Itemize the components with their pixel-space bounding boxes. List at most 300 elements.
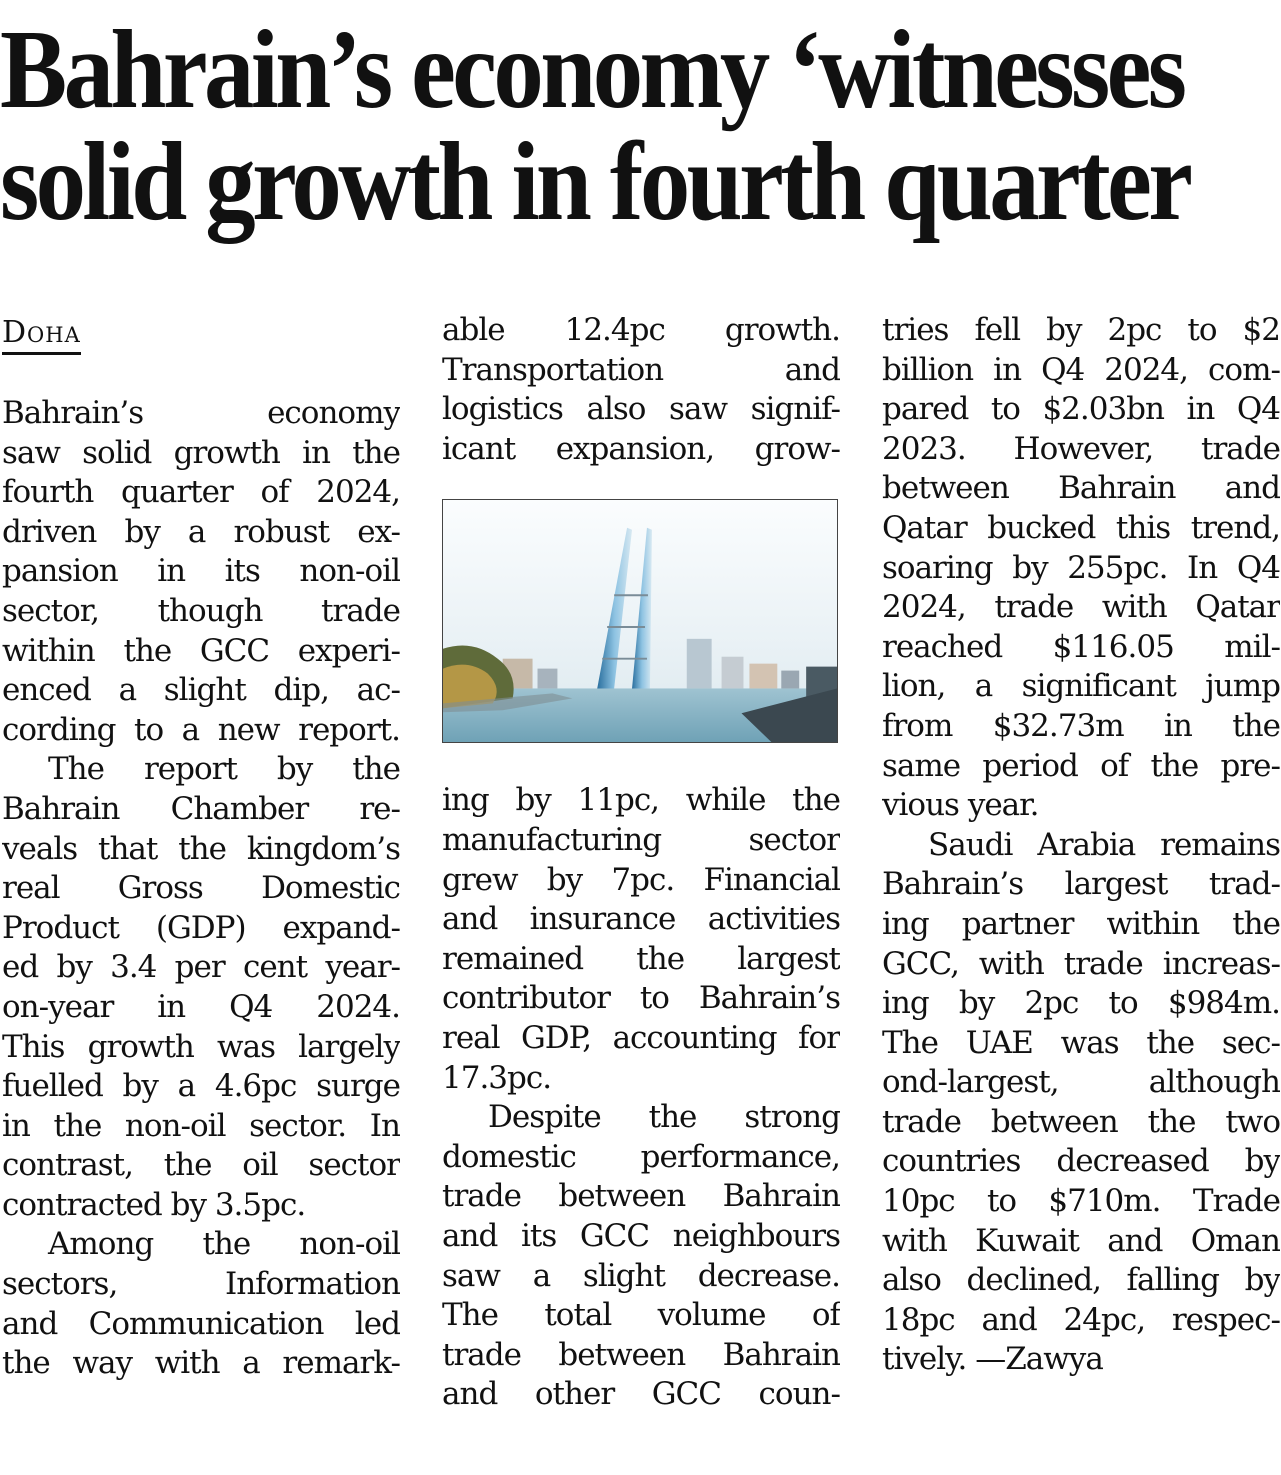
- text-line: [2, 552, 400, 592]
- word: oil: [242, 1147, 278, 1184]
- word: partner: [961, 905, 1074, 942]
- word: in: [157, 988, 186, 1025]
- word: Qatar: [1195, 589, 1280, 626]
- word: the: [636, 940, 685, 977]
- word: economy: [267, 395, 400, 431]
- word: the: [792, 782, 840, 819]
- word: 4.6pc: [214, 1068, 297, 1105]
- word: to: [986, 1183, 1017, 1220]
- word: billion: [882, 351, 974, 388]
- word: in: [993, 351, 1022, 388]
- word: GCC: [651, 1376, 721, 1413]
- word: ing: [882, 905, 929, 942]
- text-line: [882, 1142, 1280, 1182]
- text-line: [2, 830, 400, 870]
- word: countries: [882, 1143, 1021, 1180]
- word: soaring: [882, 549, 993, 586]
- text-line: [882, 865, 1280, 905]
- word: largest: [1064, 866, 1168, 903]
- word: and: [442, 1217, 498, 1254]
- word: the: [352, 751, 400, 788]
- word: total: [544, 1297, 612, 1334]
- word: increas-: [1162, 945, 1280, 982]
- word: other: [534, 1376, 615, 1413]
- word: of: [260, 474, 289, 511]
- word: Communication: [88, 1305, 324, 1342]
- word: by: [1244, 1262, 1280, 1299]
- text-line: [2, 632, 400, 672]
- text-line: [2, 1305, 400, 1345]
- word: although: [1148, 1064, 1280, 1101]
- text-line: [882, 311, 1280, 351]
- word: 255pc.: [1067, 549, 1168, 586]
- word: Bahrain: [1058, 470, 1176, 507]
- word: also: [586, 391, 646, 428]
- word: Kuwait: [975, 1222, 1079, 1259]
- text-line: tively. —Zawya: [882, 1341, 1103, 1378]
- word: performance,: [640, 1138, 840, 1175]
- text-line: contracted by 3.5pc.: [2, 1186, 306, 1223]
- text-line: [442, 821, 840, 861]
- word: non-oil: [299, 1226, 400, 1263]
- word: the: [1232, 905, 1280, 942]
- word: trade: [1063, 945, 1143, 982]
- word: tries: [882, 312, 949, 348]
- word: the: [1146, 1024, 1195, 1061]
- word: Bahrain: [722, 1336, 840, 1373]
- text-line: [882, 588, 1280, 628]
- word: 2pc: [1024, 985, 1079, 1022]
- word: in: [1163, 707, 1192, 744]
- word: the: [352, 434, 400, 471]
- word: was: [1060, 1024, 1119, 1061]
- word: 12.4pc: [564, 312, 665, 348]
- word: a: [187, 513, 206, 550]
- word: also: [882, 1262, 941, 1299]
- word: 2024.: [316, 988, 400, 1025]
- word: experi-: [297, 632, 400, 669]
- word: 3.4: [110, 949, 157, 986]
- word: same: [882, 747, 961, 784]
- word: with: [154, 1345, 220, 1382]
- word: grow-: [754, 430, 840, 467]
- word: significant: [1021, 668, 1176, 705]
- word: Bahrain’s: [2, 395, 144, 431]
- word: trade: [882, 1103, 961, 1140]
- text-line: [882, 1222, 1280, 1262]
- word: sector,: [2, 592, 100, 629]
- text-line: [2, 671, 400, 711]
- word: $2.03bn: [1042, 391, 1164, 428]
- word: decrease.: [697, 1257, 840, 1294]
- word: by: [56, 949, 92, 986]
- text-line: [442, 1217, 840, 1257]
- word: and: [784, 351, 840, 388]
- text-line: [2, 1146, 400, 1186]
- word: Among: [48, 1226, 154, 1263]
- text-line: [442, 1138, 840, 1178]
- word: volume: [657, 1297, 766, 1334]
- word: 7pc.: [611, 861, 675, 898]
- word: trade: [442, 1178, 521, 1215]
- text-line: [2, 750, 400, 790]
- text-line: [882, 1182, 1280, 1222]
- article-column-3: [882, 311, 1280, 1380]
- word: Qatar: [882, 509, 967, 546]
- word: to: [639, 980, 669, 1017]
- word: 2pc: [1107, 312, 1162, 348]
- word: slight: [582, 1257, 665, 1294]
- text-line: [442, 1375, 840, 1415]
- word: 2024,: [882, 589, 966, 626]
- word: new: [217, 711, 280, 748]
- word: non-oil: [299, 553, 400, 590]
- word: the: [1147, 1103, 1196, 1140]
- word: Bahrain’s: [882, 866, 1024, 903]
- word: to: [133, 711, 164, 748]
- word: The: [48, 751, 104, 788]
- text-line: [442, 1296, 840, 1336]
- word: led: [354, 1305, 400, 1342]
- word: able: [442, 312, 505, 348]
- word: a: [118, 672, 137, 709]
- word: trend,: [1190, 509, 1280, 546]
- word: the: [1150, 747, 1199, 784]
- text-line: [882, 945, 1280, 985]
- word: logistics: [442, 391, 563, 428]
- word: trade: [321, 592, 400, 629]
- word: The: [442, 1297, 498, 1334]
- word: expand-: [282, 909, 400, 946]
- word: the: [178, 830, 226, 867]
- word: to: [1187, 312, 1217, 348]
- text-line: [2, 948, 400, 988]
- text-line: [2, 1067, 400, 1107]
- word: ex-: [357, 513, 400, 550]
- text-line: [2, 1225, 400, 1265]
- word: enced: [2, 672, 91, 709]
- word: icant: [442, 430, 516, 467]
- word: the: [163, 1147, 212, 1184]
- word: real: [2, 870, 60, 907]
- text-line: [882, 1024, 1280, 1064]
- word: solid: [82, 434, 152, 471]
- word: Q4: [229, 988, 273, 1025]
- word: from: [882, 707, 953, 744]
- word: ond-largest,: [882, 1064, 1059, 1101]
- word: kingdom’s: [246, 830, 400, 867]
- word: this: [1115, 509, 1171, 546]
- word: period: [982, 747, 1078, 784]
- word: between: [990, 1103, 1118, 1140]
- word: In: [1187, 549, 1218, 586]
- word: by: [546, 861, 583, 898]
- word: Transportation: [442, 351, 664, 388]
- text-line: [442, 1336, 840, 1376]
- text-line: [442, 861, 840, 901]
- word: within: [2, 632, 95, 669]
- word: pansion: [2, 553, 118, 590]
- word: accounting: [612, 1019, 777, 1056]
- word: fourth: [2, 474, 94, 511]
- word: signif-: [750, 391, 840, 428]
- word: sectors,: [2, 1266, 118, 1303]
- word: sec-: [1221, 1024, 1280, 1061]
- word: Chamber: [170, 790, 309, 827]
- word: coun-: [758, 1376, 840, 1413]
- text-line: [442, 1257, 840, 1297]
- word: GCC: [579, 1217, 650, 1254]
- word: in: [2, 1107, 30, 1144]
- word: by: [122, 1068, 158, 1105]
- word: Q4: [1041, 351, 1085, 388]
- word: Bahrain: [2, 790, 120, 827]
- text-line: [2, 988, 400, 1028]
- text-line: [442, 1019, 840, 1059]
- word: Financial: [703, 861, 840, 898]
- word: pared: [882, 391, 969, 428]
- word: GCC,: [882, 945, 959, 982]
- text-line: [2, 592, 400, 632]
- word: within: [1106, 905, 1200, 942]
- word: 10pc: [882, 1183, 955, 1220]
- word: sector: [748, 821, 840, 858]
- word: in: [302, 434, 330, 471]
- word: Oman: [1190, 1222, 1280, 1259]
- word: for: [798, 1019, 840, 1056]
- word: contrast,: [2, 1147, 133, 1184]
- word: GDP,: [521, 1019, 592, 1056]
- text-line: [442, 311, 840, 351]
- word: 11pc,: [577, 782, 660, 819]
- text-line: [882, 984, 1280, 1024]
- text-line: [882, 1261, 1280, 1301]
- word: with: [978, 945, 1044, 982]
- word: and: [2, 1305, 58, 1342]
- word: between: [558, 1178, 686, 1215]
- headline-line-2: solid growth in fourth quarter: [0, 120, 1190, 244]
- word: remark-: [282, 1345, 400, 1382]
- word: report.: [298, 711, 400, 748]
- text-line: [442, 940, 840, 980]
- word: strong: [744, 1099, 840, 1136]
- word: ing: [442, 782, 489, 819]
- text-line: [2, 394, 400, 434]
- word: manufacturing: [442, 821, 662, 858]
- word: saw: [669, 391, 727, 428]
- word: 18pc: [882, 1301, 955, 1338]
- word: Information: [224, 1266, 400, 1303]
- text-line: [442, 351, 840, 391]
- word: quarter: [121, 474, 233, 511]
- word: real: [442, 1019, 500, 1056]
- word: was: [217, 1028, 275, 1065]
- word: domestic: [442, 1138, 576, 1175]
- word: fuelled: [2, 1068, 103, 1105]
- word: Arabia: [1037, 826, 1136, 863]
- word: Bahrain’s: [698, 980, 840, 1017]
- word: by: [1046, 312, 1082, 348]
- word: of: [811, 1297, 840, 1334]
- word: declined,: [966, 1262, 1101, 1299]
- text-line: [882, 1103, 1280, 1143]
- word: cording: [2, 711, 116, 748]
- text-line: [2, 1344, 400, 1384]
- word: and: [1107, 1222, 1163, 1259]
- word: with: [882, 1222, 947, 1259]
- word: respec-: [1171, 1301, 1280, 1338]
- text-line: 17.3pc.: [442, 1059, 552, 1096]
- word: trade: [1201, 430, 1280, 467]
- text-line: [882, 549, 1280, 589]
- column-1-body: [2, 394, 400, 1384]
- word: driven: [2, 513, 97, 550]
- article-column-1: [2, 311, 400, 1384]
- word: by: [1012, 549, 1048, 586]
- word: ac-: [356, 672, 400, 709]
- text-line: [882, 390, 1280, 430]
- word: growth: [173, 434, 280, 471]
- word: largest: [737, 940, 840, 977]
- word: remained: [442, 940, 584, 977]
- word: cent: [242, 949, 308, 986]
- word: report: [143, 751, 237, 788]
- word: slight: [163, 672, 246, 709]
- word: way: [72, 1345, 132, 1382]
- word: com-: [1208, 351, 1280, 388]
- word: and: [1224, 470, 1280, 507]
- word: to: [990, 391, 1020, 428]
- word: Product: [2, 909, 119, 946]
- word: the: [2, 1345, 50, 1382]
- text-line: [442, 979, 840, 1019]
- text-line: [2, 513, 400, 553]
- dateline: Doha: [2, 314, 81, 355]
- article-column-2: [442, 311, 840, 1415]
- word: However,: [1013, 430, 1154, 467]
- word: insurance: [529, 901, 676, 938]
- word: GCC: [199, 632, 270, 669]
- word: robust: [233, 513, 330, 550]
- word: jump: [1205, 668, 1280, 705]
- text-line: [2, 1265, 400, 1305]
- word: This: [2, 1028, 65, 1065]
- text-line: [2, 790, 400, 830]
- text-line: [2, 869, 400, 909]
- word: ing: [882, 985, 929, 1022]
- word: grew: [442, 861, 518, 898]
- word: dip,: [273, 672, 329, 709]
- text-line: [442, 430, 840, 470]
- word: $116.05: [1052, 628, 1174, 665]
- word: decreased: [1056, 1143, 1209, 1180]
- word: largely: [298, 1028, 400, 1065]
- word: per: [174, 949, 225, 986]
- column-2-body-bottom: [442, 781, 840, 1415]
- text-line: [882, 351, 1280, 391]
- text-line: [442, 1098, 840, 1138]
- word: Trade: [1192, 1183, 1280, 1220]
- word: the: [202, 1226, 251, 1263]
- word: remains: [1160, 826, 1280, 863]
- word: between: [882, 470, 1009, 507]
- word: re-: [359, 790, 400, 827]
- word: growth.: [724, 312, 840, 348]
- text-line: [882, 430, 1280, 470]
- word: by: [276, 751, 313, 788]
- text-line: [882, 469, 1280, 509]
- text-line: [442, 781, 840, 821]
- word: fell: [974, 312, 1021, 348]
- word: growth: [87, 1028, 194, 1065]
- bahrain-world-trade-center-image: [443, 500, 837, 742]
- text-line: [882, 1063, 1280, 1103]
- word: expansion,: [555, 430, 715, 467]
- text-line: [442, 1177, 840, 1217]
- word: and: [442, 1376, 498, 1413]
- word: veals: [2, 830, 78, 867]
- word: 2024,: [1104, 351, 1189, 388]
- word: a: [177, 1068, 196, 1105]
- column-3-body: [882, 311, 1280, 1380]
- text-line: [2, 909, 400, 949]
- word: trade: [442, 1336, 521, 1373]
- word: trade: [994, 589, 1074, 626]
- text-line: vious year.: [882, 787, 1039, 824]
- headline: [0, 8, 1190, 244]
- text-line: [442, 900, 840, 940]
- word: reached: [882, 628, 1003, 665]
- word: (GDP): [155, 909, 246, 946]
- text-line: [882, 707, 1280, 747]
- text-line: [2, 1107, 400, 1147]
- word: mil-: [1224, 628, 1280, 665]
- word: trad-: [1208, 866, 1280, 903]
- word: saw: [2, 434, 60, 471]
- word: and: [981, 1301, 1037, 1338]
- word: and: [442, 901, 498, 938]
- word: two: [1225, 1103, 1280, 1140]
- word: bucked: [987, 509, 1096, 546]
- word: the: [53, 1107, 102, 1144]
- word: year-: [325, 949, 400, 986]
- text-line: [882, 628, 1280, 668]
- text-line: [882, 826, 1280, 866]
- column-2-body-top: [442, 311, 840, 469]
- word: sector.: [249, 1107, 347, 1144]
- text-line: [2, 473, 400, 513]
- word: 2024,: [316, 474, 400, 511]
- word: $2: [1242, 312, 1280, 348]
- word: 2023.: [882, 430, 966, 467]
- skyline-photo: [442, 499, 838, 743]
- headline-line-1: Bahrain’s economy ‘witnesses: [0, 8, 1184, 132]
- word: non-oil: [124, 1107, 226, 1144]
- word: its: [224, 553, 260, 590]
- word: in: [1186, 391, 1215, 428]
- word: UAE: [965, 1024, 1033, 1061]
- word: its: [520, 1217, 557, 1254]
- word: of: [1100, 747, 1129, 784]
- word: lion,: [882, 668, 946, 705]
- text-line: [442, 390, 840, 430]
- text-line: [882, 1301, 1280, 1341]
- word: by: [515, 782, 551, 819]
- word: a: [532, 1257, 551, 1294]
- text-line: [882, 905, 1280, 945]
- word: 24pc,: [1063, 1301, 1146, 1338]
- word: $710m.: [1048, 1183, 1161, 1220]
